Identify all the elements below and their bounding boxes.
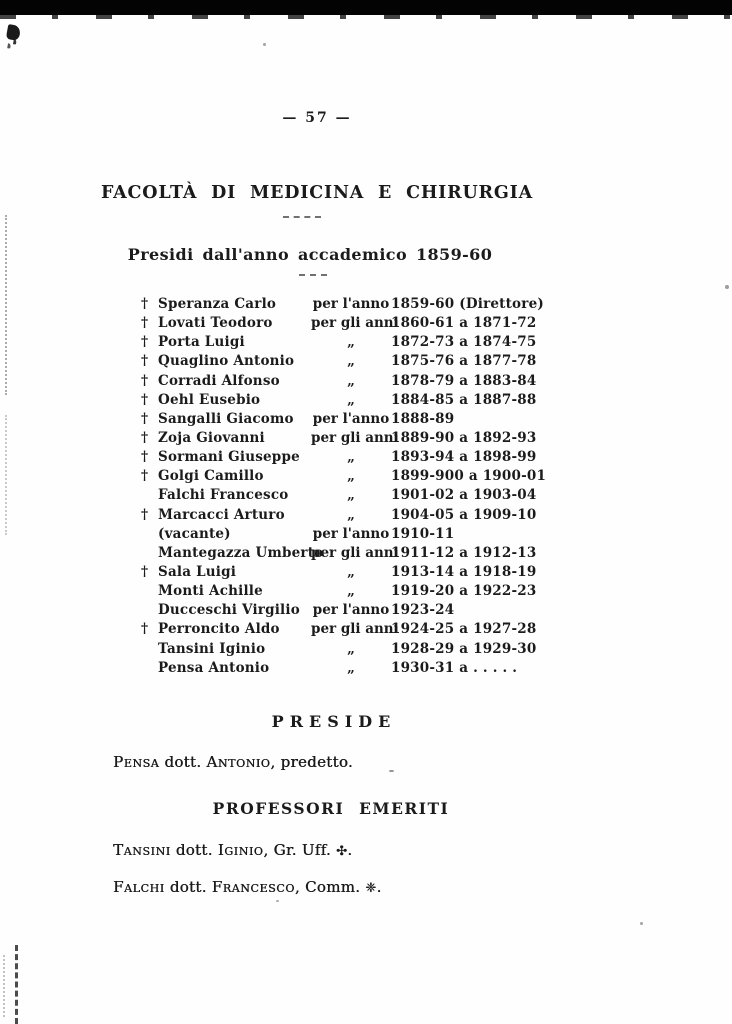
presidents-list [141, 296, 571, 679]
table-row [141, 507, 571, 526]
professor-line [113, 878, 382, 896]
dagger-mark: † [141, 391, 149, 408]
page-number: — 57 — [282, 110, 352, 126]
period-label: „ [347, 372, 355, 389]
dagger-mark: † [141, 621, 149, 638]
period-label: per l'anno [312, 525, 390, 542]
years-range: 1928-29 a 1929-30 [391, 640, 537, 657]
table-row [141, 430, 571, 449]
years-range: 1893-94 a 1898-99 [391, 449, 537, 466]
table-row [141, 334, 571, 353]
president-name: Golgi Camillo [158, 468, 264, 485]
years-range: 1911-12 a 1912-13 [391, 544, 537, 561]
period-label: per gli anni [311, 315, 399, 332]
president-name: Falchi Francesco [158, 487, 289, 504]
period-label: per gli anni [311, 544, 399, 561]
scan-artifact-speck [640, 922, 643, 925]
person-title: dott. [164, 753, 202, 771]
period-label: „ [347, 353, 355, 370]
years-range: 1919-20 a 1922-23 [391, 583, 537, 600]
person-title: dott. [169, 878, 207, 896]
preside-heading: PRESIDE [271, 712, 397, 731]
president-name: Sangalli Giacomo [158, 410, 294, 427]
person-forename: Iginio [217, 841, 264, 859]
years-range: 1913-14 a 1918-19 [391, 563, 537, 580]
scan-artifact-top-bar [0, 0, 732, 15]
period-label: „ [347, 334, 355, 351]
table-row [141, 583, 571, 602]
scan-artifact-fold-line [5, 215, 7, 395]
table-row [141, 373, 571, 392]
president-name: Pensa Antonio [158, 659, 270, 676]
table-row [141, 411, 571, 430]
dagger-mark: † [141, 296, 149, 312]
dagger-mark: † [141, 468, 149, 485]
ornamental-rule [283, 216, 321, 218]
table-row [141, 449, 571, 468]
person-surname: Pensa [113, 753, 160, 771]
professor-line [113, 841, 352, 859]
line-end: . [347, 841, 353, 859]
president-name: Ducceschi Virgilio [158, 602, 300, 619]
period-label: per gli anni [311, 429, 399, 446]
president-name: Sala Luigi [158, 563, 237, 580]
person-forename: Francesco [211, 878, 295, 896]
table-row [141, 564, 571, 583]
president-name: Zoja Giovanni [158, 429, 265, 446]
table-row [141, 315, 571, 334]
person-honors: , Gr. Uff. [263, 841, 331, 859]
scan-artifact-fold-line [15, 945, 18, 1024]
person-forename: Antonio [206, 753, 271, 771]
table-row [141, 353, 571, 372]
medal-icon: ❈ [365, 881, 377, 896]
period-label: „ [347, 487, 355, 504]
years-range: 1875-76 a 1877-78 [391, 353, 537, 370]
medal-icon: ✣ [336, 844, 348, 859]
president-name: Quaglino Antonio [158, 353, 295, 370]
president-name: Sormani Giuseppe [158, 449, 300, 466]
professori-emeriti-heading: PROFESSORI EMERITI [212, 799, 450, 818]
table-row [141, 621, 571, 640]
period-label: „ [347, 506, 355, 523]
dagger-mark: † [141, 334, 149, 351]
period-label: „ [347, 391, 355, 408]
dagger-mark: † [141, 506, 149, 523]
person-surname: Tansini [113, 841, 171, 859]
years-range: 1889-90 a 1892-93 [391, 429, 537, 446]
section-subtitle: Presidi dall'anno accademico 1859-60 [127, 245, 493, 264]
years-range: 1884-85 a 1887-88 [391, 391, 537, 408]
period-label: „ [347, 468, 355, 485]
years-range: 1904-05 a 1909-10 [391, 506, 537, 523]
table-row [141, 296, 571, 315]
table-row [141, 641, 571, 660]
ornamental-rule [299, 274, 327, 276]
period-label: „ [347, 563, 355, 580]
period-label: „ [347, 659, 355, 676]
scan-artifact-speck [276, 900, 279, 902]
scan-artifact-speck [725, 285, 729, 289]
president-name: (vacante) [158, 525, 231, 542]
years-range: 1901-02 a 1903-04 [391, 487, 537, 504]
dagger-mark: † [141, 410, 149, 427]
table-row [141, 602, 571, 621]
president-name: Oehl Eusebio [158, 391, 261, 408]
table-row [141, 487, 571, 506]
years-range: 1888-89 [391, 410, 455, 427]
president-name: Monti Achille [158, 583, 263, 600]
years-range: 1930-31 a . . . . . [391, 659, 518, 676]
scan-artifact-speck [263, 43, 266, 46]
years-range: 1859-60 (Direttore) [391, 296, 544, 312]
president-name: Speranza Carlo [158, 296, 277, 312]
table-row [141, 526, 571, 545]
years-range: 1923-24 [391, 602, 455, 619]
president-name: Lovati Teodoro [158, 315, 273, 332]
page-title: FACOLTÀ DI MEDICINA E CHIRURGIA [100, 183, 533, 203]
table-row [141, 468, 571, 487]
dagger-mark: † [141, 563, 149, 580]
dagger-mark: † [141, 449, 149, 466]
period-label: per l'anno [312, 410, 390, 427]
table-row [141, 392, 571, 411]
president-name: Tansini Iginio [158, 640, 266, 657]
president-name: Porta Luigi [158, 334, 245, 351]
person-suffix: , predetto. [270, 753, 353, 771]
period-label: „ [347, 583, 355, 600]
years-range: 1878-79 a 1883-84 [391, 372, 537, 389]
scan-artifact-fold-line [5, 415, 7, 535]
period-label: per l'anno [312, 602, 390, 619]
dagger-mark: † [141, 429, 149, 446]
period-label: per l'anno [312, 296, 390, 312]
scan-artifact-ink-smudge [6, 24, 21, 41]
person-surname: Falchi [113, 878, 165, 896]
years-range: 1910-11 [391, 525, 455, 542]
person-honors: , Comm. [294, 878, 361, 896]
years-range: 1860-61 a 1871-72 [391, 315, 537, 332]
period-label: „ [347, 449, 355, 466]
period-label: „ [347, 640, 355, 657]
president-name: Mantegazza Umberto [158, 544, 324, 561]
dagger-mark: † [141, 315, 149, 332]
dagger-mark: † [141, 353, 149, 370]
president-name: Corradi Alfonso [158, 372, 280, 389]
president-name: Marcacci Arturo [158, 506, 285, 523]
table-row [141, 545, 571, 564]
line-end: . [376, 878, 382, 896]
preside-person-line [113, 753, 353, 771]
president-name: Perroncito Aldo [158, 621, 280, 638]
years-range: 1899-900 a 1900-01 [391, 468, 547, 485]
dagger-mark: † [141, 372, 149, 389]
years-range: 1872-73 a 1874-75 [391, 334, 537, 351]
period-label: per gli anni [311, 621, 399, 638]
table-row [141, 660, 571, 679]
scan-artifact-speck [389, 770, 394, 772]
years-range: 1924-25 a 1927-28 [391, 621, 537, 638]
person-title: dott. [175, 841, 213, 859]
scan-artifact-fold-line [3, 955, 5, 1017]
